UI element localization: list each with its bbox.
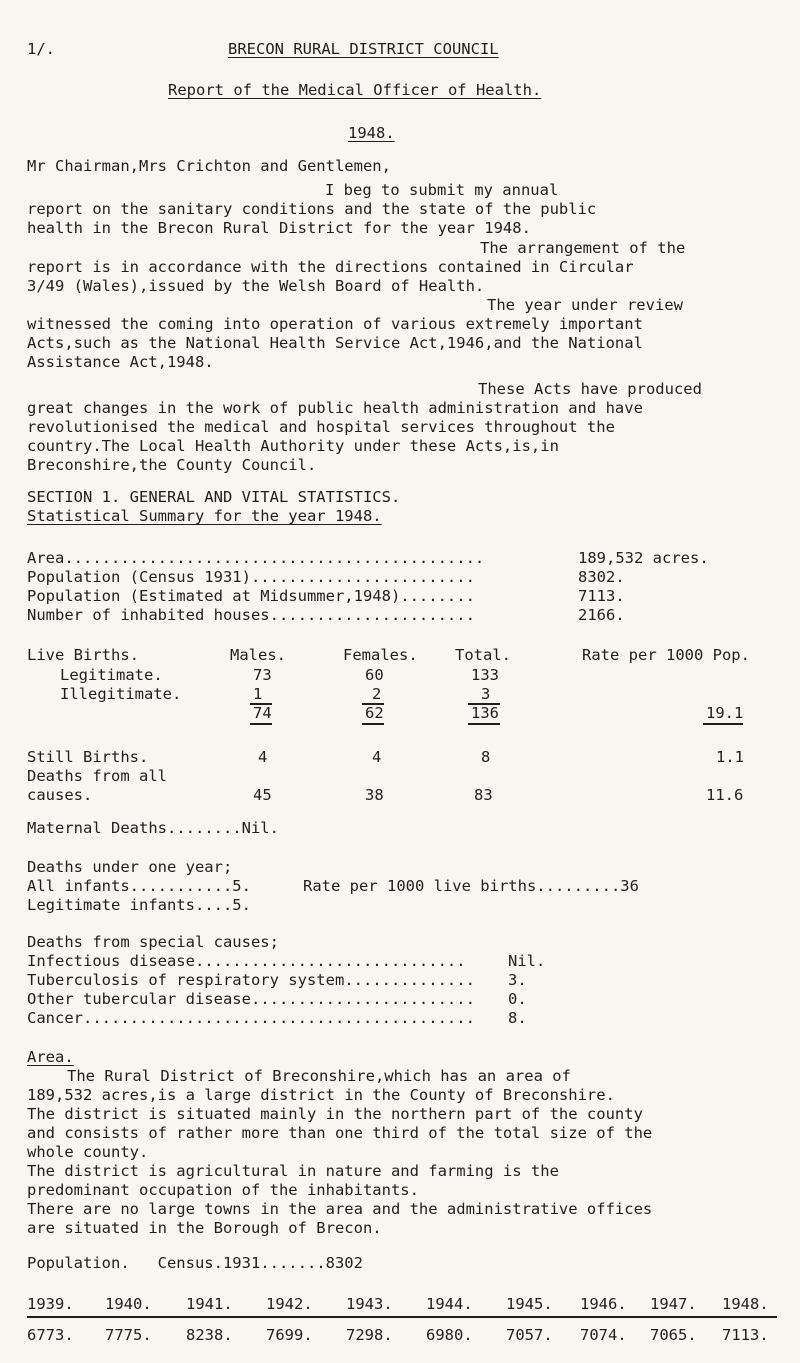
infant-deaths-all: All infants...........5. (27, 877, 251, 895)
cell-females: 60 (365, 666, 384, 684)
intro-p2-line: report is in accordance with the directions contained in Circular (27, 258, 634, 276)
col-header: Males. (230, 646, 286, 664)
population-year: 1945. (506, 1295, 553, 1313)
council-name: BRECON RURAL DISTRICT COUNCIL (228, 40, 499, 58)
intro-p1-line: health in the Brecon Rural District for the year 1948. (27, 219, 531, 237)
report-title: Report of the Medical Officer of Health. (168, 81, 542, 99)
area-text-line: and consists of rather more than one third of the total size of the (27, 1124, 653, 1142)
area-heading: Area. (27, 1048, 74, 1066)
cell-total: 83 (474, 786, 493, 804)
cell-males: 1 (253, 685, 263, 703)
col-header: Live Births. (27, 646, 139, 664)
section-subheading: Statistical Summary for the year 1948. (27, 507, 382, 525)
population-value: 8238. (186, 1326, 233, 1344)
population-year: 1947. (650, 1295, 697, 1313)
infant-mortality-rate: Rate per 1000 live births.........36 (303, 877, 639, 895)
cell-males: 45 (253, 786, 272, 804)
sum-rule (250, 723, 272, 725)
population-year: 1942. (266, 1295, 313, 1313)
area-text-line: 189,532 acres,is a large district in the County of Breconshire. (27, 1086, 615, 1104)
intro-p2-line: 3/49 (Wales),issued by the Welsh Board of Health. (27, 277, 485, 295)
intro-p3-line: Assistance Act,1948. (27, 353, 214, 371)
cell-females: 2 (372, 685, 382, 703)
col-header: Total. (455, 646, 511, 664)
salutation: Mr Chairman,Mrs Crichton and Gentlemen, (27, 157, 391, 175)
area-text-line: The district is agricultural in nature and farming is the (27, 1162, 559, 1180)
population-value: 6980. (426, 1326, 473, 1344)
population-value: 7775. (105, 1326, 152, 1344)
population-year: 1943. (346, 1295, 393, 1313)
col-header: Females. (343, 646, 418, 664)
row-label: Legitimate. (60, 666, 163, 684)
page-number: 1/. (27, 40, 55, 58)
special-cause-value: 8. (508, 1009, 527, 1027)
cell-total: 136 (471, 704, 499, 722)
summary-label: Population (Census 1931)........................ (27, 568, 475, 586)
sum-rule (468, 723, 500, 725)
cell-males: 4 (258, 748, 268, 766)
row-label: Illegitimate. (60, 685, 182, 703)
intro-p1-line: I beg to submit my annual (325, 181, 559, 199)
population-year: 1940. (105, 1295, 152, 1313)
intro-p4-line: Breconshire,the County Council. (27, 456, 317, 474)
cell-total: 8 (481, 748, 491, 766)
sum-rule (362, 723, 384, 725)
summary-label: Number of inhabited houses...................... (27, 606, 475, 624)
area-text-line: are situated in the Borough of Brecon. (27, 1219, 382, 1237)
cell-total: 133 (471, 666, 499, 684)
special-causes-heading: Deaths from special causes; (27, 933, 279, 951)
cell-females: 38 (365, 786, 384, 804)
infant-deaths-legitimate: Legitimate infants....5. (27, 896, 251, 914)
summary-value: 8302. (578, 568, 625, 586)
summary-label: Area............................................. (27, 549, 485, 567)
intro-p3-line: The year under review (487, 296, 683, 314)
intro-p1-line: report on the sanitary conditions and the state of the public (27, 200, 597, 218)
population-value: 7065. (650, 1326, 697, 1344)
area-text-line: whole county. (27, 1143, 149, 1161)
intro-p3-line: Acts,such as the National Health Service Act,1946,and the National (27, 334, 643, 352)
population-year: 1939. (27, 1295, 74, 1313)
cell-rate: 11.6 (706, 786, 744, 804)
cell-females: 62 (365, 704, 384, 722)
cell-females: 4 (372, 748, 382, 766)
special-cause-value: Nil. (508, 952, 546, 970)
population-rule (27, 1316, 777, 1318)
population-year: 1941. (186, 1295, 233, 1313)
population-year: 1946. (580, 1295, 627, 1313)
row-label: Still Births. (27, 748, 149, 766)
section-heading: SECTION 1. GENERAL AND VITAL STATISTICS. (27, 488, 401, 506)
infant-deaths-heading: Deaths under one year; (27, 858, 233, 876)
special-cause-value: 0. (508, 990, 527, 1008)
area-text-line: predominant occupation of the inhabitants. (27, 1181, 419, 1199)
population-value: 7074. (580, 1326, 627, 1344)
maternal-deaths: Maternal Deaths........Nil. (27, 819, 279, 837)
summary-label: Population (Estimated at Midsummer,1948)........ (27, 587, 475, 605)
special-cause-label: Cancer.......................................... (27, 1009, 475, 1027)
summary-value: 2166. (578, 606, 625, 624)
intro-p3-line: witnessed the coming into operation of various extremely important (27, 315, 643, 333)
cell-rate: 19.1 (706, 704, 744, 722)
summary-value: 189,532 acres. (578, 549, 709, 567)
intro-p4-line: country.The Local Health Authority under these Acts,is,in (27, 437, 559, 455)
population-year: 1948. (722, 1295, 769, 1313)
report-year: 1948. (348, 124, 395, 142)
population-value: 7699. (266, 1326, 313, 1344)
population-value: 7057. (506, 1326, 553, 1344)
summary-value: 7113. (578, 587, 625, 605)
population-value: 6773. (27, 1326, 74, 1344)
intro-p4-line: revolutionised the medical and hospital services throughout the (27, 418, 615, 436)
col-header: Rate per 1000 Pop. (582, 646, 750, 664)
cell-rate: 1.1 (716, 748, 744, 766)
intro-p4-line: great changes in the work of public health administration and have (27, 399, 643, 417)
population-value: 7298. (346, 1326, 393, 1344)
area-text-line: The Rural District of Breconshire,which has an area of (67, 1067, 571, 1085)
cell-males: 73 (253, 666, 272, 684)
special-cause-label: Other tubercular disease........................ (27, 990, 475, 1008)
row-label: Deaths from all (27, 767, 167, 785)
cell-total: 3 (481, 685, 491, 703)
intro-p4-line: These Acts have produced (478, 380, 702, 398)
special-cause-label: Infectious disease............................. (27, 952, 466, 970)
area-text-line: The district is situated mainly in the northern part of the county (27, 1105, 643, 1123)
population-year: 1944. (426, 1295, 473, 1313)
special-cause-value: 3. (508, 971, 527, 989)
population-census: Population. Census.1931.......8302 (27, 1254, 363, 1272)
intro-p2-line: The arrangement of the (480, 239, 686, 257)
area-text-line: There are no large towns in the area and the administrative offices (27, 1200, 653, 1218)
sum-rule (703, 723, 743, 725)
special-cause-label: Tuberculosis of respiratory system.............. (27, 971, 475, 989)
population-value: 7113. (722, 1326, 769, 1344)
cell-males: 74 (253, 704, 272, 722)
row-label: causes. (27, 786, 93, 804)
